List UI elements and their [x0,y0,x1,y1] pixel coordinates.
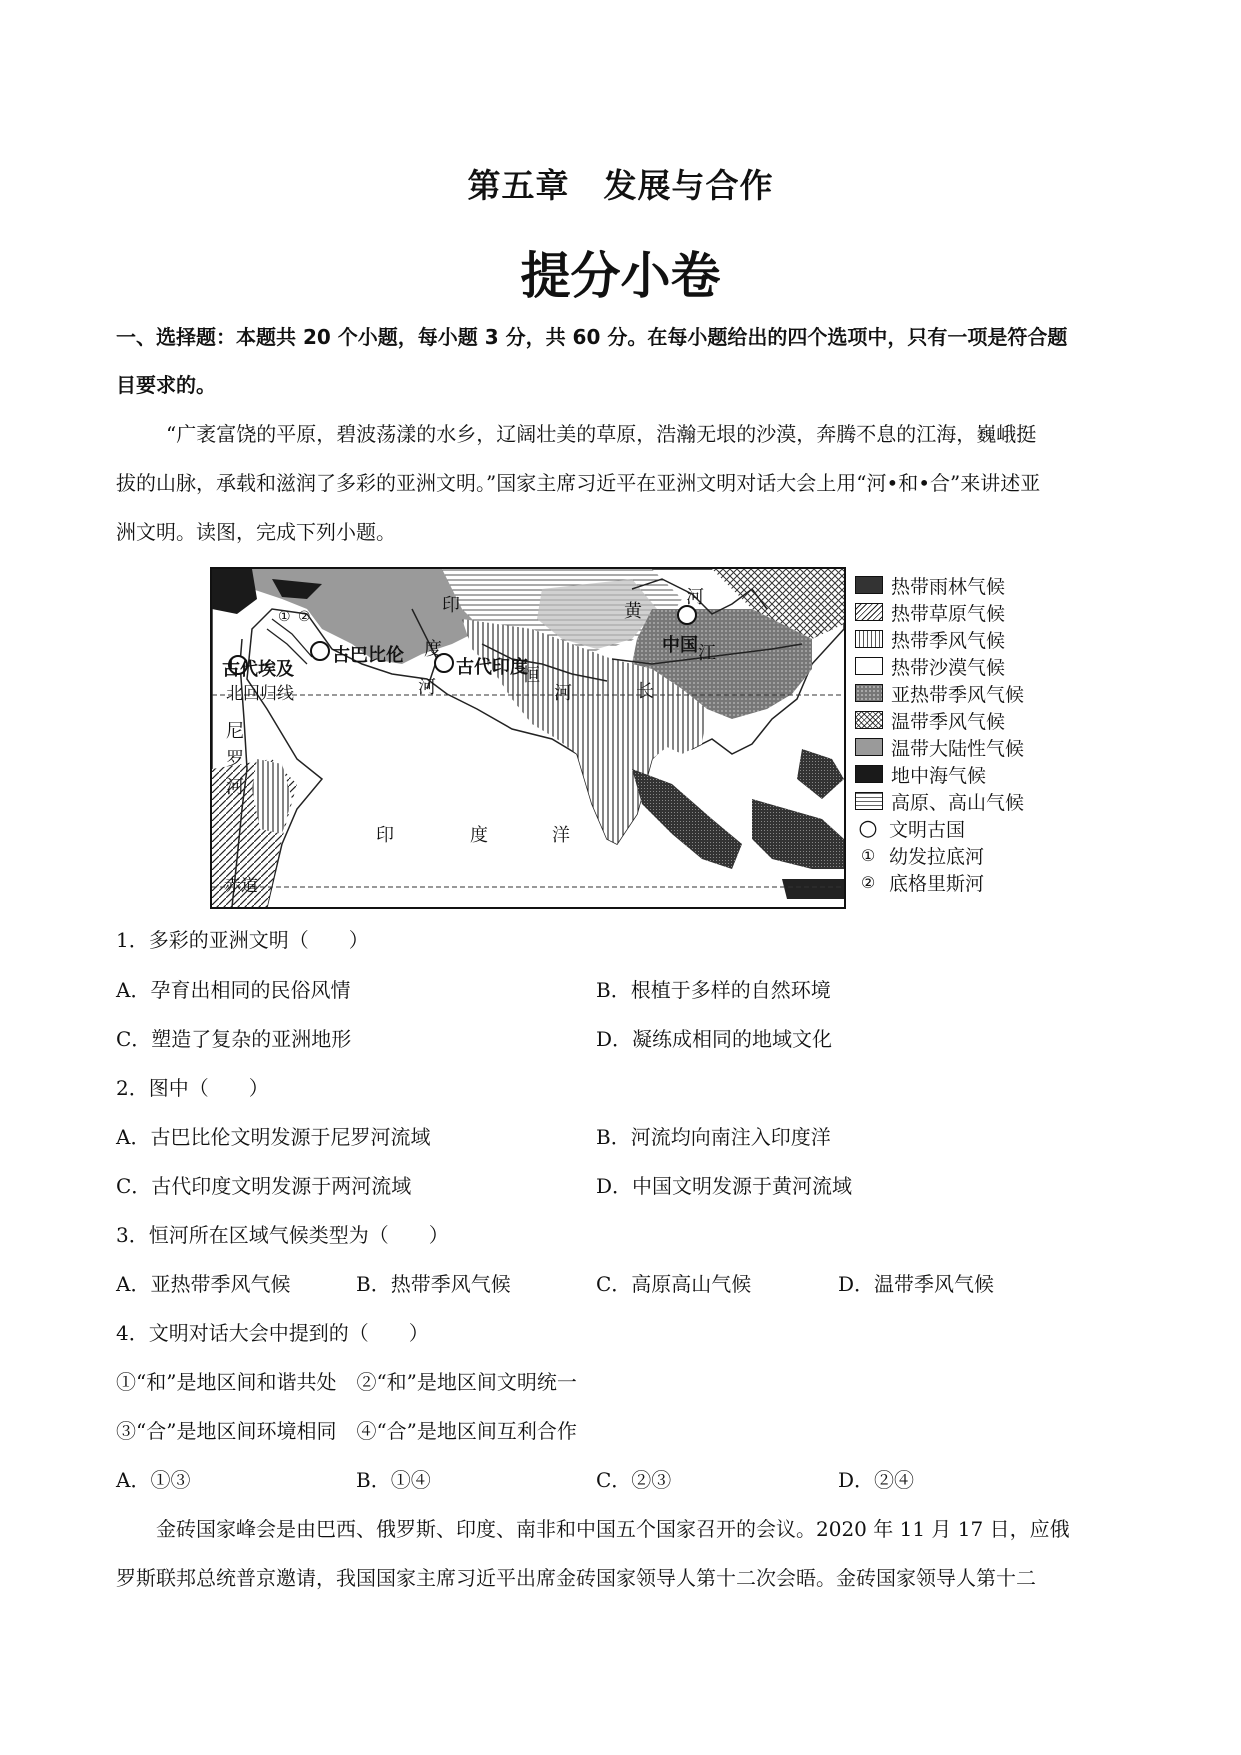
question-4-stem: 4．文明对话大会中提到的（ ） [116,1321,429,1345]
label-indian-ocean-2: 度 [470,825,488,846]
label-ancient-india: 古代印度 [456,657,528,678]
legend-label: 底格里斯河 [889,872,985,895]
passage-1-line-3: 洲文明。读图，完成下列小题。 [116,520,396,544]
question-2-option-b: B．河流均向南注入印度洋 [596,1125,831,1149]
label-ancient-egypt: 古代埃及 [222,659,294,680]
legend-label: 亚热带季风气候 [891,683,1025,706]
legend-ancient-civilization [855,815,965,841]
label-china: 中国 [662,635,698,656]
label-equator: 赤道 [224,876,258,896]
legend-highland [855,788,1024,814]
question-1-option-d: D．凝练成相同的地域文化 [596,1027,833,1051]
label-ganges-1: 恒 [522,665,540,686]
label-nile-1: 尼 [226,721,244,742]
label-tropic-of-cancer: 北回归线 [226,684,294,704]
label-nile-3: 河 [226,777,244,798]
label-yellow-river-2: 河 [686,587,704,608]
label-indian-ocean-3: 洋 [552,825,570,846]
legend-temperate-continental [855,734,1024,760]
legend-label: 热带草原气候 [891,602,1006,625]
section-instruction-line-2: 目要求的。 [116,373,216,397]
legend-swatch-horizontal-lines [855,792,883,810]
question-2-stem: 2．图中（ ） [116,1076,269,1100]
legend-label: 温带大陆性气候 [891,737,1025,760]
legend-swatch-vertical-lines [855,630,883,648]
passage-1-line-1: “广袤富饶的平原，碧波荡漾的水乡，辽阔壮美的草原，浩瀚无垠的沙漠，奔腾不息的江海，巍峨挺 [166,422,1037,446]
legend-tigris [855,869,984,895]
question-4-statements-2: ③“合”是地区间环境相同 ④“合”是地区间互利合作 [116,1419,577,1443]
legend-swatch-crosshatch [855,711,883,729]
label-yangtze-2: 江 [698,643,716,664]
label-river-1: ① [278,609,291,625]
passage-1-line-2: 拔的山脉，承载和滋润了多彩的亚洲文明。”国家主席习近平在亚洲文明对话大会上用“河•和•合”来讲述亚 [116,471,1041,495]
legend-tropical-desert [855,653,1005,679]
question-3-option-b: B．热带季风气候 [356,1272,511,1296]
question-2-option-a: A．古巴比伦文明发源于尼罗河流域 [116,1125,431,1149]
question-3-stem: 3．恒河所在区域气候类型为（ ） [116,1223,449,1247]
legend-label: 文明古国 [889,818,966,841]
label-ancient-babylon: 古巴比伦 [332,645,404,666]
label-indian-ocean-1: 印 [376,825,394,846]
legend-circle-icon: ○ [858,815,878,841]
legend-swatch-gray [855,738,883,756]
legend-tropical-savanna [855,599,1005,625]
legend-number-1-icon: ① [860,845,876,865]
passage-2-line-2: 罗斯联邦总统普京邀请，我国国家主席习近平出席金砖国家领导人第十二次会晤。金砖国家领导人第十二 [116,1566,1036,1590]
label-indus-3: 河 [418,677,436,698]
label-indus-1: 印 [442,595,460,616]
question-4-option-d: D．②④ [838,1468,915,1492]
question-4-option-b: B．①④ [356,1468,431,1492]
label-ganges-2: 河 [554,683,572,704]
label-indus-2: 度 [424,639,442,660]
legend-swatch-diagonal [855,603,883,621]
asia-civilizations-climate-map [210,567,846,909]
legend-swatch-blank [855,657,883,675]
legend-number-2-icon: ② [860,872,876,892]
question-2-option-c: C．古代印度文明发源于两河流域 [116,1174,412,1198]
page-title: 提分小卷 [520,247,721,305]
question-1-option-c: C．塑造了复杂的亚洲地形 [116,1027,352,1051]
question-3-option-a: A．亚热带季风气候 [116,1272,291,1296]
question-3-option-d: D．温带季风气候 [838,1272,995,1296]
legend-tropical-monsoon [855,626,1005,652]
question-2-option-d: D．中国文明发源于黄河流域 [596,1174,853,1198]
legend-swatch-dense [855,576,883,594]
legend-label: 幼发拉底河 [889,845,985,868]
legend-mediterranean [855,761,986,787]
question-4-statements-1: ①“和”是地区间和谐共处 ②“和”是地区间文明统一 [116,1370,577,1394]
question-1-option-a: A．孕育出相同的民俗风情 [116,978,351,1002]
legend-label: 热带雨林气候 [891,575,1006,598]
legend-label: 地中海气候 [891,764,987,787]
question-4-option-c: C．②③ [596,1468,672,1492]
question-3-option-c: C．高原高山气候 [596,1272,752,1296]
legend-label: 高原、高山气候 [891,791,1025,814]
legend-tropical-rainforest [855,572,1005,598]
passage-2-line-1: 金砖国家峰会是由巴西、俄罗斯、印度、南非和中国五个国家召开的会议。2020 年 11 月 17 日，应俄 [156,1517,1070,1541]
label-yellow-river-1: 黄 [624,601,642,622]
legend-swatch-black [855,765,883,783]
legend-label: 热带沙漠气候 [891,656,1006,679]
legend-euphrates [855,842,984,868]
legend-swatch-dots [855,684,883,702]
label-yangtze-1: 长 [636,681,654,702]
legend-temperate-monsoon [855,707,1005,733]
question-1-stem: 1．多彩的亚洲文明（ ） [116,928,369,952]
chapter-title: 第五章 发展与合作 [467,166,774,205]
section-instruction-line-1: 一、选择题：本题共 20 个小题，每小题 3 分，共 60 分。在每小题给出的四个选项中，只有一项是符合题 [116,325,1068,349]
legend-subtropical-monsoon [855,680,1024,706]
legend-label: 温带季风气候 [891,710,1006,733]
label-nile-2: 罗 [226,749,244,770]
legend-label: 热带季风气候 [891,629,1006,652]
label-river-2: ② [298,609,311,625]
question-4-option-a: A．①③ [116,1468,191,1492]
question-1-option-b: B．根植于多样的自然环境 [596,978,831,1002]
